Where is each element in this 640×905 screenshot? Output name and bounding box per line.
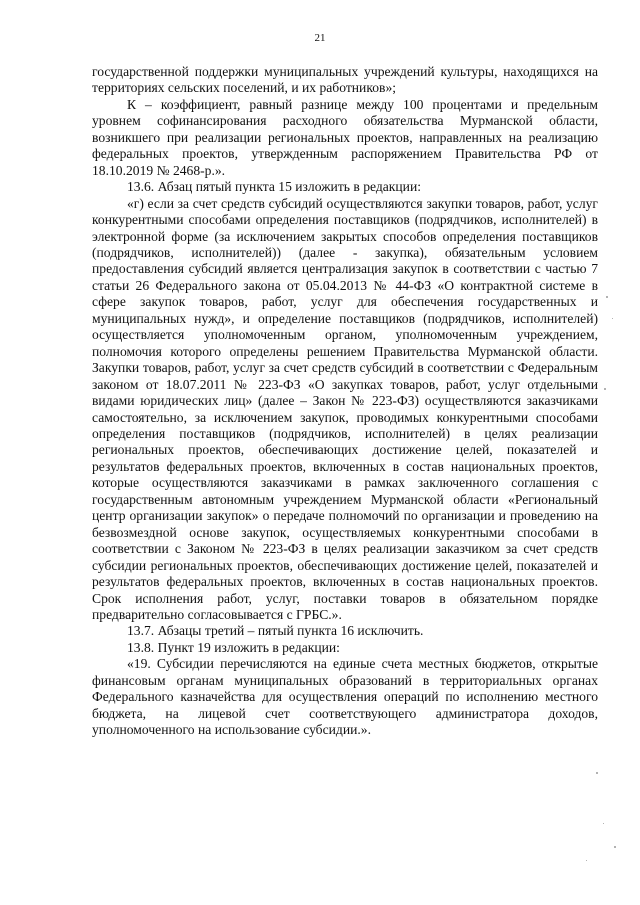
paragraph-item-19: «19. Субсидии перечисляются на единые счета местных бюджетов, открытые финансовым органам муниципальных образований в территориальных органах Федерального казначейства для осуществления операций по исполнению местного бюджета, на лицевой счет соответствующего администратора доходов, уполномоченного на использование субсидии.». (92, 656, 598, 738)
scan-speck (612, 318, 613, 319)
scan-speck (586, 860, 587, 861)
paragraph-13-7: 13.7. Абзацы третий – пятый пункта 16 исключить. (127, 623, 424, 639)
scan-speck (606, 296, 608, 298)
scan-speck (596, 772, 598, 774)
paragraph-item-g: «г) если за счет средств субсидий осуществляются закупки товаров, работ, услуг конкурентными способами определения поставщиков (подрядчиков, исполнителей) в электронной форме (за исключением закрытых способов определения поставщиков (подрядчиков, исполнителей)) (далее - закупка), обязательным условием предоставления субсидий является централизация закупок в соответствии с частью 7 статьи 26 Федерального закона от 05.04.2013 № 44-ФЗ «О контрактной системе в сфере закупок товаров, работ, услуг для обеспечения государственных и муниципальных нужд», и определение поставщиков (подрядчиков, исполнителей) осуществляется уполномоченным органом, уполномоченным учреждением, полномочия которого определены решением Правительства Мурманской области. Закупки товаров, работ, услуг за счет средств субсидий в соответствии с Федеральным законом от 18.07.2011 № 223-ФЗ «О закупках товаров, работ, услуг отдельными видами юридических лиц» (далее – Закон № 223-ФЗ) осуществляются заказчиками самостоятельно, за исключением закупок, проводимых конкурентными способами определения поставщиков (подрядчиков, исполнителей) в целях реализации региональных проектов, обеспечивающих достижение целей, показателей и результатов федеральных проектов, включенных в состав национальных проектов, которые осуществляются заказчиками в рамках заключенного соглашения с государственным автономным учреждением Мурманской области «Региональный центр организации закупок» о передаче полномочий по организации и проведению на безвозмездной основе закупок, осуществляемых конкурентными способами в соответствии с Законом № 223-ФЗ в целях реализации заказчиком за счет средств субсидии региональных проектов, обеспечивающих достижение целей, показателей и результатов федеральных проектов, включенных в состав национальных проектов. Срок исполнения работ, услуг, поставки товаров в обязательном порядке предварительно согласовывается с ГРБС.». (92, 195, 598, 622)
page-number: 21 (314, 32, 326, 44)
scan-speck (603, 823, 604, 824)
paragraph-coefficient-k: К – коэффициент, равный разнице между 100 процентами и предельным уровнем софинансирования расходного обязательства Мурманской области, возникшего при реализации региональных проектов, направленных на реализацию федеральных проектов, утвержденным распоряжением Правительства РФ от 18.10.2019 № 2468-р.». (92, 96, 598, 178)
scan-speck (604, 388, 606, 390)
paragraph-13-6: 13.6. Абзац пятый пункта 15 изложить в редакции: (127, 179, 421, 195)
document-body (92, 64, 598, 739)
paragraph-13-8: 13.8. Пункт 19 изложить в редакции: (127, 639, 340, 655)
scan-speck (614, 846, 616, 848)
paragraph-continuation: государственной поддержки муниципальных учреждений культуры, находящихся на территориях сельских поселений, и их работников»; (92, 64, 598, 96)
